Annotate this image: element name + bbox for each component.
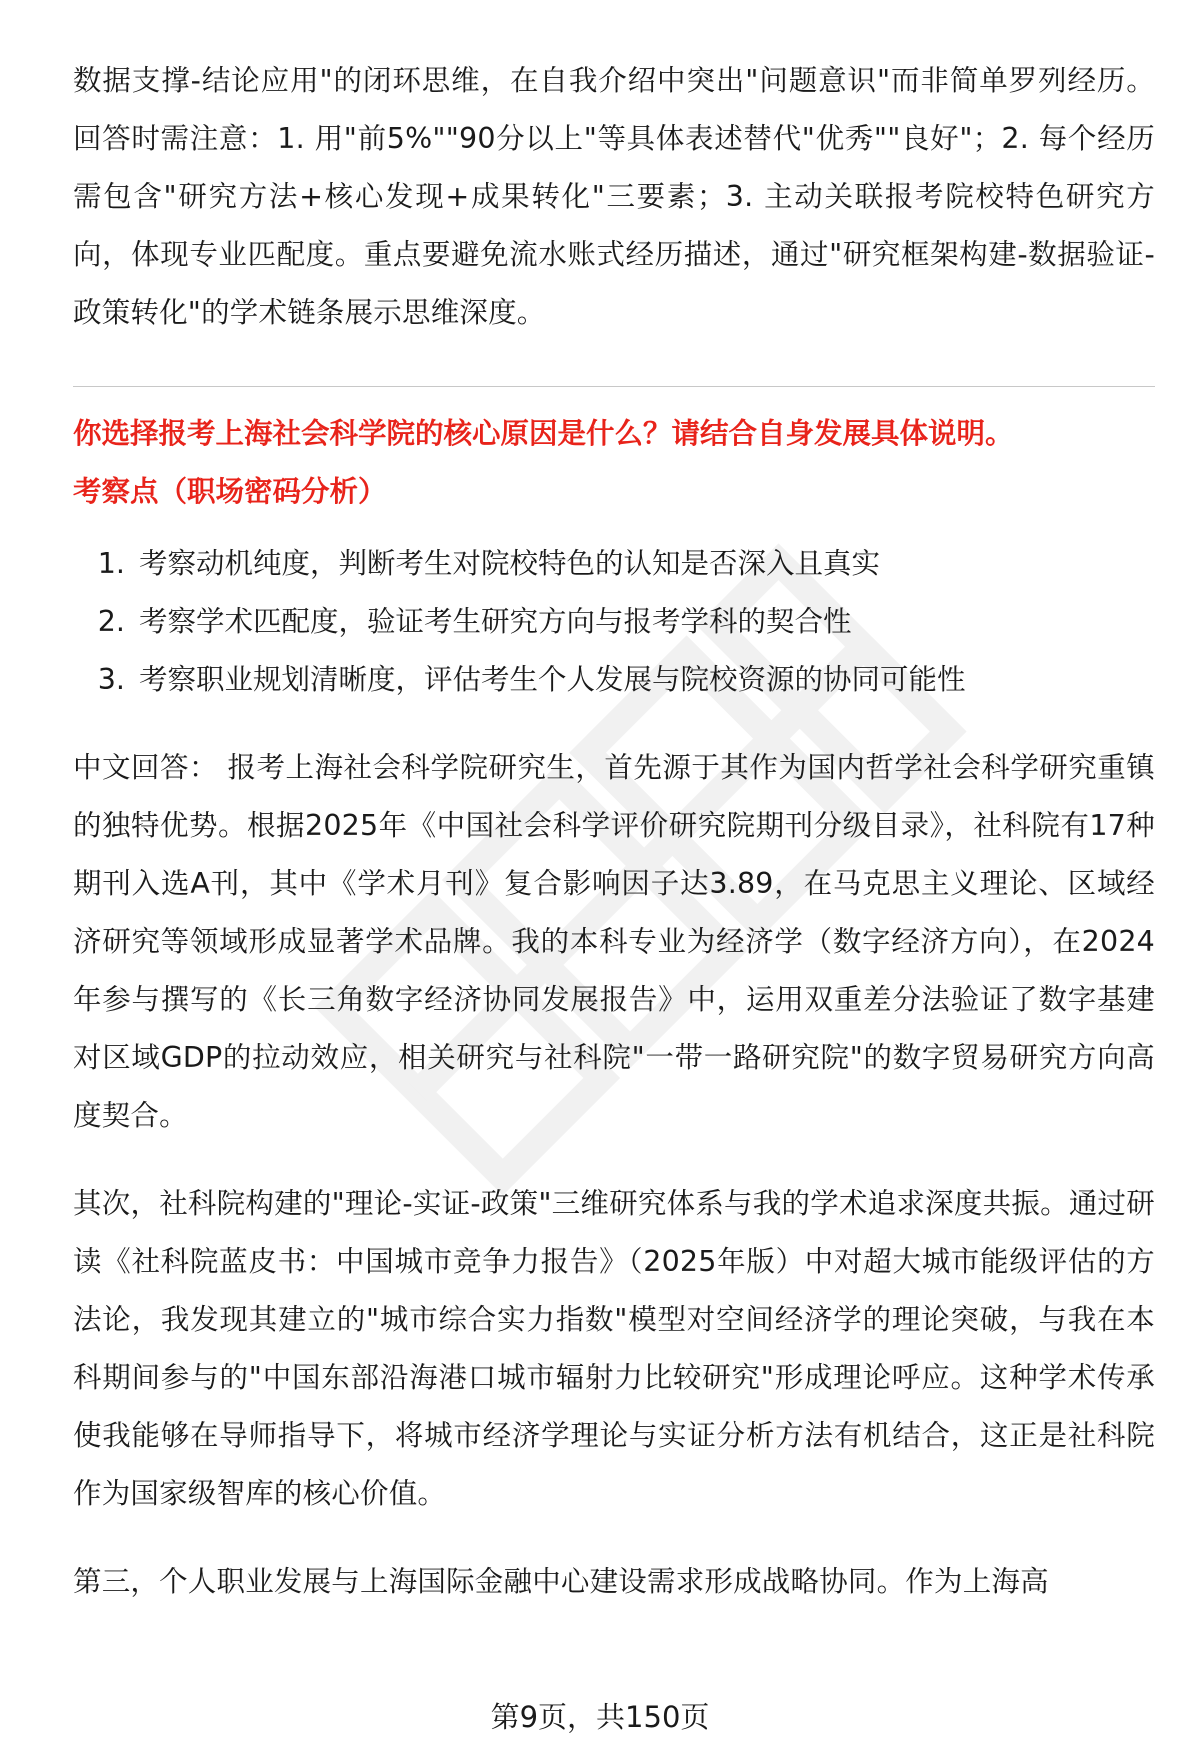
answer-paragraph-3: 第三，个人职业发展与上海国际金融中心建设需求形成战略协同。作为上海高: [73, 1565, 1049, 1598]
list-item-text: 考察职业规划清晰度，评估考生个人发展与院校资源的协同可能性: [139, 663, 966, 696]
content-column: [73, 52, 1155, 1611]
list-item: [73, 651, 1155, 709]
list-item-number: 1.: [97, 547, 125, 580]
assessment-points-title: 考察点（职场密码分析）: [73, 475, 387, 508]
list-item-number: 2.: [97, 605, 125, 638]
list-item-text: 考察动机纯度，判断考生对院校特色的认知是否深入且真实: [139, 547, 881, 580]
list-item-number: 3.: [97, 663, 125, 696]
intro-paragraph: 数据支撑-结论应用"的闭环思维，在自我介绍中突出"问题意识"而非简单罗列经历。回答时需注意：1. 用"前5%""90分以上"等具体表述替代"优秀""良好"；2. 每个经历需包含"研究方法+核心发现+成果转化"三要素；3. 主动关联报考院校特色研究方向，体现专业匹配度。重点要避免流水账式经历描述，通过"研究框架构建-数据验证-政策转化"的学术链条展示思维深度。: [73, 64, 1155, 329]
answer-paragraph-2: 其次，社科院构建的"理论-实证-政策"三维研究体系与我的学术追求深度共振。通过研读《社科院蓝皮书：中国城市竞争力报告》（2025年版）中对超大城市能级评估的方法论，我发现其建立的"城市综合实力指数"模型对空间经济学的理论突破，与我在本科期间参与的"中国东部沿海港口城市辐射力比较研究"形成理论呼应。这种学术传承使我能够在导师指导下，将城市经济学理论与实证分析方法有机结合，这正是社科院作为国家级智库的核心价值。: [73, 1187, 1155, 1510]
list-item: [73, 593, 1155, 651]
list-item: [73, 535, 1155, 593]
list-item-text: 考察学术匹配度，验证考生研究方向与报考学科的契合性: [139, 605, 852, 638]
section-divider: [73, 386, 1155, 387]
interview-question: 你选择报考上海社会科学院的核心原因是什么？请结合自身发展具体说明。: [73, 417, 1014, 450]
answer-section: [73, 739, 1155, 1611]
page-number-footer: 第9页，共150页: [490, 1700, 710, 1734]
assessment-points-list: [73, 535, 1155, 709]
answer-paragraph-1: 中文回答： 报考上海社会科学院研究生，首先源于其作为国内哲学社会科学研究重镇的独特优势。根据2025年《中国社会科学评价研究院期刊分级目录》，社科院有17种期刊入选A刊，其中《学术月刊》复合影响因子达3.89，在马克思主义理论、区域经济研究等领域形成显著学术品牌。我的本科专业为经济学（数字经济方向），在2024年参与撰写的《长三角数字经济协同发展报告》中，运用双重差分法验证了数字基建对区域GDP的拉动效应，相关研究与社科院"一带一路研究院"的数字贸易研究方向高度契合。: [73, 751, 1155, 1132]
